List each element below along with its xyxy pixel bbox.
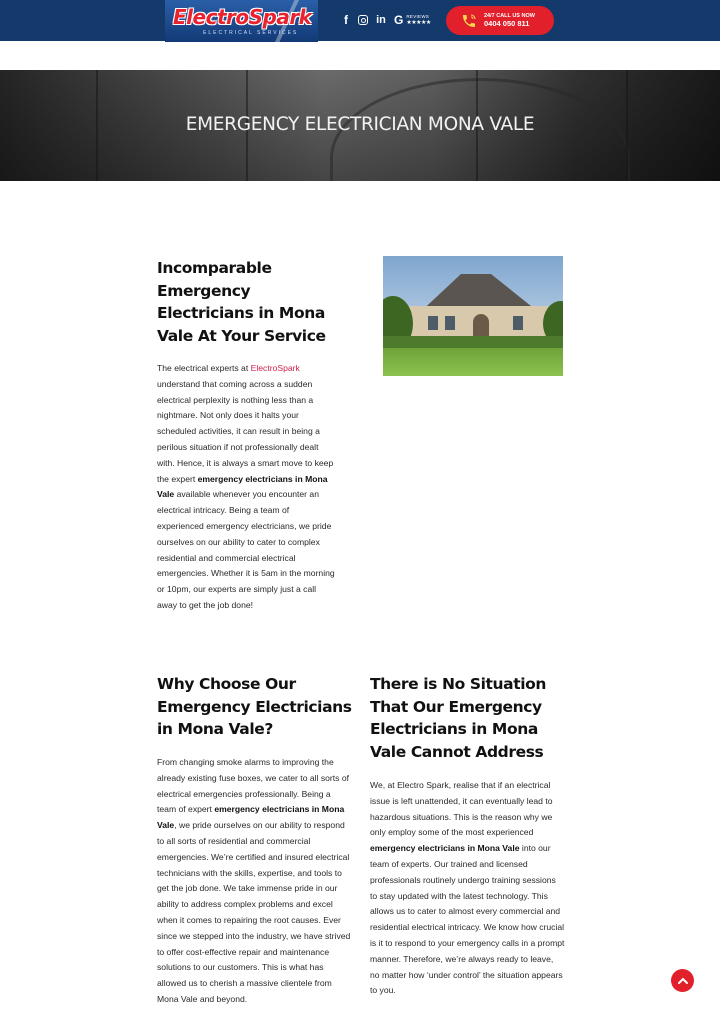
house-photo	[383, 256, 563, 376]
page-title: EMERGENCY ELECTRICIAN MONA VALE	[185, 114, 535, 135]
star-rating: ★★★★★	[406, 19, 431, 26]
inline-link[interactable]: ElectroSpark	[250, 363, 300, 373]
call-label: 24/7 CALL US NOW	[484, 13, 535, 19]
chevron-up-icon	[677, 975, 689, 987]
paragraph-text: The electrical experts at	[157, 363, 251, 373]
section-paragraph	[157, 755, 352, 1008]
paragraph-text: understand that coming across a sudden electrical perplexity is nothing less than a nightmare. Not only does it halts your scheduled activities, it can result in being a perilous situation if not professionally dealt with. Hence, it is always a smart move to keep the expert	[157, 378, 334, 484]
facebook-icon[interactable]: f	[344, 13, 348, 27]
phone-icon	[458, 10, 480, 32]
section-paragraph	[157, 361, 335, 614]
google-icon: G	[394, 13, 404, 27]
call-now-button[interactable]	[446, 6, 554, 35]
reviews-label: REVIEWS	[406, 13, 430, 19]
paragraph-text: We, at Electro Spark, realise that if an electrical issue is left unattended, it can eventually lead to hazardous situations. This is the reason why we only employ some of the most experienced	[370, 780, 553, 838]
bold-keyword: emergency electricians in Mona Vale	[370, 843, 520, 854]
section-paragraph	[370, 778, 565, 999]
paragraph-text: , we pride ourselves on our ability to respond to all sorts of residential and commercial emergencies. We’re certified and insured electrical technicians with the skills, expertise, and tools to get the job done. We take immense pride in our ability to address complex problems and excel when it comes to repairing the root causes. Ever since we stepped into the industry, we have strived to offer cost-effective repair and maintenance solutions to our customers. This is what has allowed us to cherish a massive clientele from Mona Vale and beyond.	[157, 820, 351, 1004]
paragraph-text: into our team of experts. Our trained and licensed professionals routinely undergo training sessions to stay updated with the latest technology. This allows us to cater to almost every commercial and residential electrical intricacy. We know how crucial is it to respond to your emergency calls in a prompt manner. Therefore, we’re always ready to leave, no matter how ‘under control’ the situation appears to you.	[370, 843, 565, 996]
call-number: 0404 050 811	[484, 19, 530, 28]
paragraph-text: available whenever you encounter an electrical intricacy. Being a team of experienced emergency electricians, we pride ourselves on our ability to cater to complex residential and commercial electrical emergencies. Whether it is 5am in the morning or 10pm, our experts are simply just a call away to get the job done!	[157, 489, 335, 610]
section-heading: There is No Situation That Our Emergency Electricians in Mona Vale Cannot Address	[370, 675, 547, 761]
google-reviews-link[interactable]	[394, 10, 431, 30]
instagram-icon[interactable]	[356, 12, 370, 28]
hero-banner	[0, 70, 720, 181]
site-logo[interactable]	[165, 0, 318, 42]
scroll-to-top-button[interactable]	[671, 969, 694, 992]
paragraph-text: From changing smoke alarms to improving the already existing fuse boxes, we cater to all sorts of electrical emergencies professionally. Being a team of expert	[157, 757, 350, 815]
logo-brand: ElectroSpark	[173, 5, 312, 29]
section-heading: Why Choose Our Emergency Electricians in Mona Vale?	[157, 675, 352, 738]
bold-keyword: emergency electricians in Mona Vale	[157, 804, 345, 831]
logo-tagline: ELECTRICAL SERVICES	[203, 30, 299, 36]
site-header	[0, 0, 720, 41]
bold-keyword: emergency electricians in Mona Vale	[157, 473, 328, 500]
section-heading: Incomparable Emergency Electricians in Mona Vale At Your Service	[157, 259, 326, 345]
linkedin-icon[interactable]: in	[376, 14, 386, 26]
